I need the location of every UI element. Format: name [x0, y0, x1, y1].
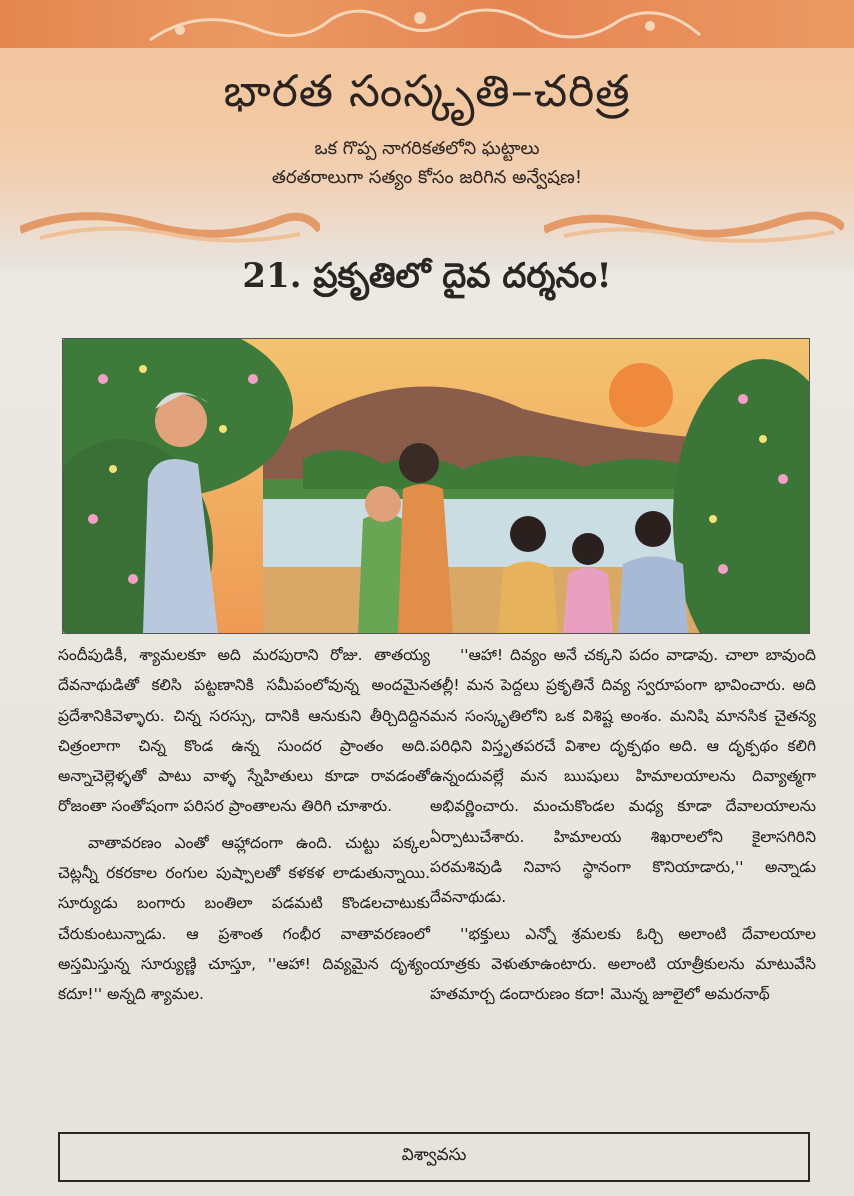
ornamental-border-top: [0, 0, 854, 48]
left-text-column: [58, 640, 430, 1010]
right-text-column: [430, 640, 816, 1010]
story-illustration: [62, 338, 810, 634]
sunset-landscape-illustration: [63, 339, 809, 633]
header-banner: [0, 0, 854, 270]
left-scroll-ornament-icon: [20, 200, 320, 246]
subtitle-line-2: తరతరాలుగా సత్యం కోసం జరిగిన అన్వేషణ!: [271, 167, 583, 188]
left-paragraph-2: వాతావరణం ఎంతో ఆహ్లాదంగా ఉంది. చుట్టు పక్కల చెట్లన్నీ రకరకాల రంగుల పుష్పాలతో కళకళ లాడుతున్నాయి. సూర్యుడు బంగారు బంతిలా పడమటి కొండలచాటుకు చేరుకుంటున్నాడు. ఆ ప్రశాంత గంభీర వాతావరణంలో అస్తమిస్తున్న సూర్యుణ్ణి చూస్తూ, ''ఆహా! దివ్యమైన దృశ్యం కదూ!'' అన్నది శ్యామల.: [58, 833, 430, 1004]
ornament-flourish-icon: [0, 0, 854, 48]
subtitle-line-1: ఒక గొప్ప నాగరికతలోని ఘట్టాలు: [314, 138, 540, 159]
right-paragraph-2: ''భక్తులు ఎన్నో శ్రమలకు ఓర్చి అలాంటి దేవాలయాల యాత్రకు వెళుతూఉంటారు. అలాంటి యాత్రీకులను మాటువేసి హతమార్చ డందారుణం కదా! మొన్న జూలైలో అమరనాథ్: [430, 924, 816, 1004]
page-title: భారత సంస్కృతి–చరిత్ర: [223, 66, 631, 117]
footer-box: [58, 1132, 810, 1182]
right-scroll-ornament-icon: [544, 200, 844, 246]
left-paragraph-1: సందీపుడికీ, శ్యామలకూ అది మరపురాని రోజు. తాతయ్య దేవనాథుడితో కలిసి పట్టణానికి సమీపంలోవున్న అందమైన ప్రదేశానికివెళ్ళారు. చిన్న సరస్సు, దానికి ఆనుకుని తీర్చిదిద్దిన చిత్రంలాగా చిన్న కొండ ఉన్న సుందర ప్రాంతం అది. అన్నాచెల్లెళ్ళతో పాటు వాళ్ళ స్నేహితులు కూడా రావడంతో రోజంతా సంతోషంగా పరిసర ప్రాంతాలను తిరిగి చూశారు.: [58, 646, 430, 816]
chapter-heading: 21. ప్రకృతిలో దైవ దర్శనం!: [242, 256, 612, 296]
footer-label: విశ్వావసు: [401, 1145, 467, 1165]
right-paragraph-1: ''ఆహా! దివ్యం అనే చక్కని పదం వాడావు. చాలా బావుంది తల్లీ! మన పెద్దలు ప్రకృతినే దివ్య స్వరూపంగా భావించారు. అది మన సంస్కృతిలోని ఒక విశిష్ట అంశం. మనిషి మానసిక చైతన్య పరిధిని విస్తృతపరచే విశాల దృక్పథం అది. ఆ దృక్పథం కలిగి ఉన్నందువల్లే మన ఋషులు హిమాలయాలను దివ్యాత్మగా అభివర్ణించారు. మంచుకొండల మధ్య కూడా దేవాలయాలను ఏర్పాటుచేశారు. హిమాలయ శిఖరాలలోని కైలాసగిరిని పరమశివుడి నివాస స్థానంగా కొనియాడారు,'' అన్నాడు దేవనాథుడు.: [430, 646, 816, 907]
